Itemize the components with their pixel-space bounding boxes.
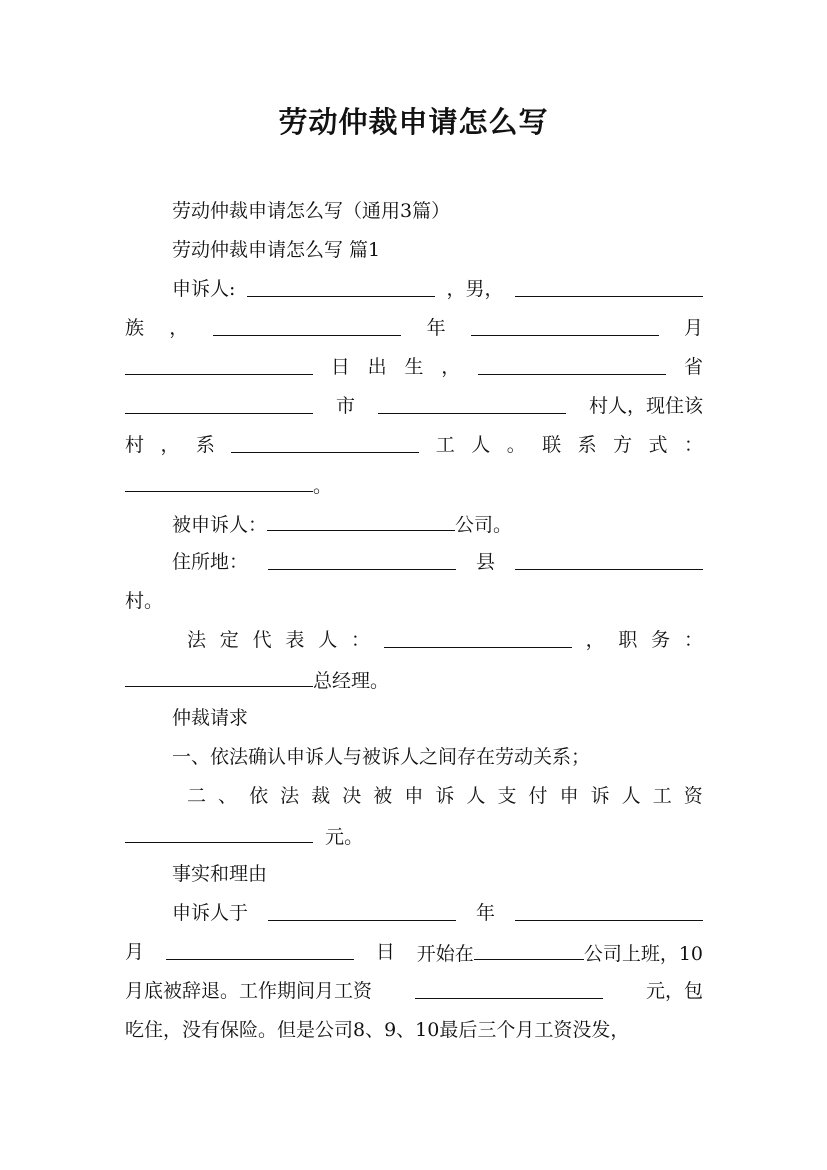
blank-field [125, 393, 313, 414]
blank-field [378, 393, 566, 414]
text: 被 [373, 785, 393, 807]
text: 付 [528, 785, 548, 807]
text: 劳动仲裁申请怎么写（通用3篇） [172, 200, 451, 222]
text: 事实和理由 [172, 863, 268, 885]
doc-line-11 [125, 666, 703, 694]
text: ： [683, 434, 703, 456]
text: 申诉人于 [172, 902, 249, 924]
text: 月 [683, 317, 703, 339]
text: 日 [330, 356, 350, 378]
text: 总经理。 [313, 670, 390, 692]
doc-line-19 [125, 978, 703, 1004]
text: 系 [577, 434, 597, 456]
text: 一、依法确认申诉人与被诉人之间存在劳动关系； [172, 746, 591, 768]
blank-field [384, 627, 572, 648]
text: 联 [542, 434, 562, 456]
text: 出 [367, 356, 387, 378]
text: 月底被辞退。工作期间月工资 [125, 980, 373, 1002]
text: 人 [318, 629, 338, 651]
text: 务 [651, 629, 671, 651]
text: 族 [125, 317, 145, 339]
text: ，男， [446, 278, 504, 300]
blank-field [231, 432, 419, 453]
blank-field [247, 276, 435, 297]
text: 生 [404, 356, 424, 378]
blank-field [267, 510, 455, 531]
doc-line-13 [125, 744, 703, 770]
text: 二 [187, 785, 207, 807]
blank-field [478, 354, 666, 375]
section-heading [125, 705, 703, 731]
text: 人 [471, 434, 491, 456]
blank-field [515, 549, 703, 570]
text: 市 [335, 395, 355, 417]
doc-line-10 [125, 627, 703, 653]
doc-line-8 [125, 549, 703, 575]
text: 元，包 [645, 980, 703, 1002]
text: 申 [559, 785, 579, 807]
doc-line-1 [125, 276, 703, 302]
doc-subtitle [125, 198, 703, 224]
document-title: 劳动仲裁申请怎么写 [278, 105, 549, 139]
text: 资 [683, 785, 703, 807]
part-heading [125, 237, 703, 263]
text: 县 [475, 551, 495, 573]
text: 职 [618, 629, 638, 651]
text: 法 [187, 629, 207, 651]
text: ， [169, 317, 189, 339]
doc-line-20 [125, 1017, 703, 1043]
text: 。 [506, 434, 526, 456]
text: 开始在 [416, 943, 474, 965]
text: ， [160, 434, 180, 456]
text: 年 [475, 902, 495, 924]
text: 决 [342, 785, 362, 807]
doc-line-15 [125, 822, 703, 850]
blank-field [471, 315, 659, 336]
text: 元。 [325, 826, 364, 848]
text: 。 [313, 475, 333, 497]
blank-field [268, 549, 456, 570]
doc-line-3 [125, 354, 703, 380]
doc-line-4 [125, 393, 703, 419]
blank-field [268, 900, 456, 921]
blank-field [125, 822, 313, 843]
text: 公司。 [455, 514, 513, 536]
blank-field [213, 315, 401, 336]
text: 公司上班，10 [583, 943, 703, 965]
text: 年 [426, 317, 446, 339]
text: 支 [497, 785, 517, 807]
text: 村。 [125, 590, 164, 612]
text: 系 [195, 434, 215, 456]
text: 依 [249, 785, 269, 807]
text: ： [683, 629, 703, 651]
doc-line-7 [125, 510, 703, 538]
text: 方 [613, 434, 633, 456]
text: 人 [621, 785, 641, 807]
text: 人 [466, 785, 486, 807]
text: 表 [285, 629, 305, 651]
blank-field [125, 471, 313, 492]
section-heading [125, 861, 703, 887]
text: 定 [219, 629, 239, 651]
text: 住所地： [172, 551, 249, 573]
text: 裁 [311, 785, 331, 807]
text: 劳动仲裁申请怎么写 篇1 [172, 239, 381, 261]
text: 、 [218, 785, 238, 807]
text: 被申诉人： [172, 514, 268, 536]
text: 式 [648, 434, 668, 456]
text: 申诉人: [172, 278, 236, 300]
blank-field [515, 900, 703, 921]
doc-line-5 [125, 432, 703, 458]
blank-field [415, 978, 603, 999]
text: 工 [435, 434, 455, 456]
doc-line-14 [125, 783, 703, 809]
text: 工 [652, 785, 672, 807]
text: 诉 [590, 785, 610, 807]
text: 省 [683, 356, 703, 378]
text: 代 [252, 629, 272, 651]
text: 仲裁请求 [172, 707, 249, 729]
text: 日 [375, 941, 395, 963]
text: 月 [125, 941, 145, 963]
doc-line-18 [125, 939, 703, 967]
text: 诉 [435, 785, 455, 807]
text: 法 [280, 785, 300, 807]
text: ， [441, 356, 461, 378]
text: 申 [404, 785, 424, 807]
blank-field [125, 354, 313, 375]
text: 村 [125, 434, 145, 456]
text: ： [350, 629, 370, 651]
doc-line-9 [125, 588, 703, 614]
text: ， [585, 629, 605, 651]
blank-field [515, 276, 703, 297]
doc-line-6 [125, 471, 703, 499]
text: 吃住，没有保险。但是公司8、9、10最后三个月工资没发， [125, 1019, 630, 1041]
blank-field [166, 939, 354, 960]
doc-line-17 [125, 900, 703, 926]
blank-field [125, 666, 313, 687]
blank-field [474, 939, 584, 960]
text: 村人，现住该 [588, 395, 703, 417]
doc-line-2 [125, 315, 703, 341]
